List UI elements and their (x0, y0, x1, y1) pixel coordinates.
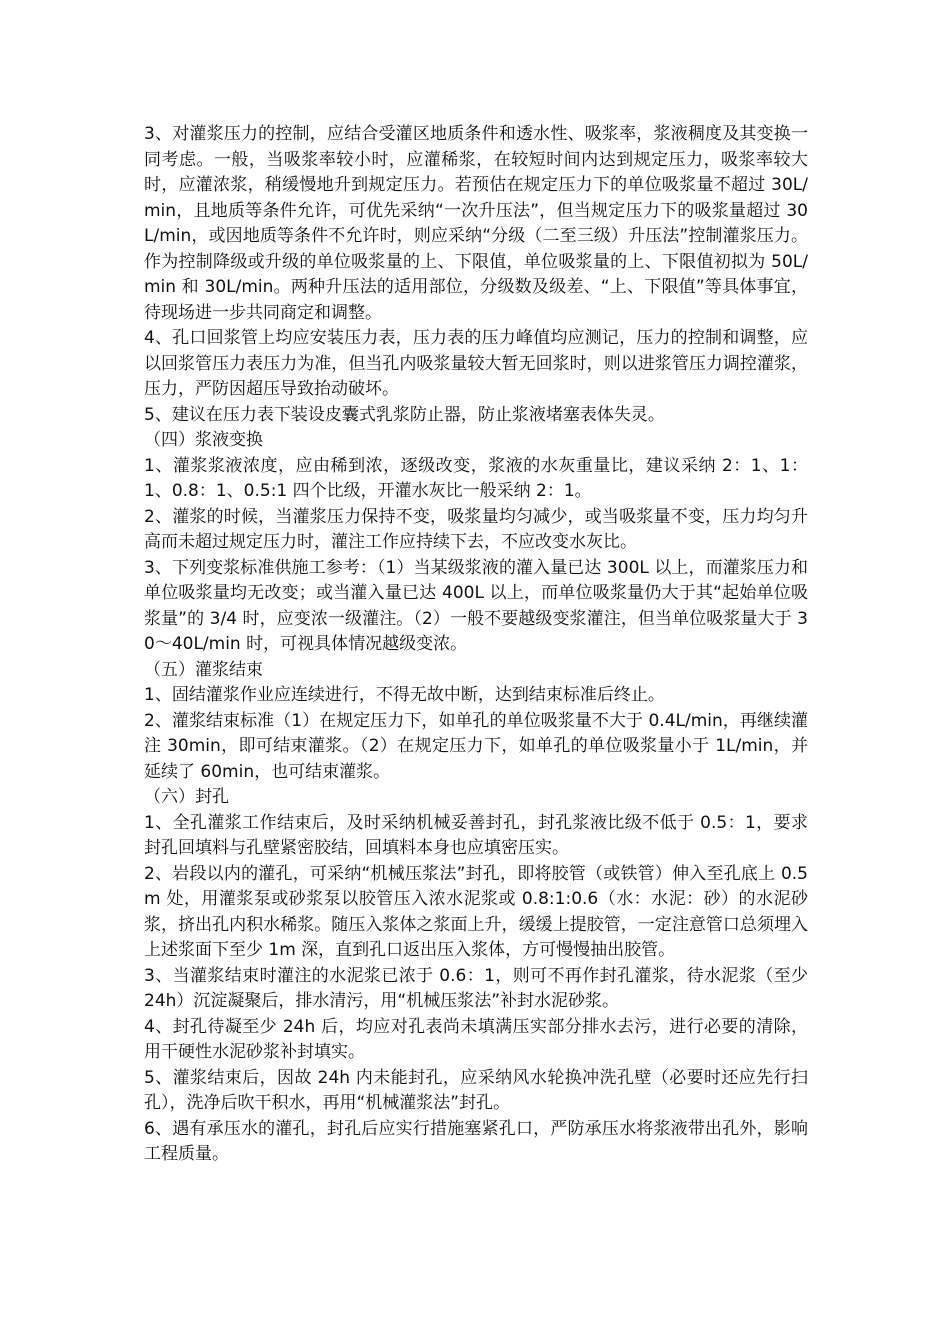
section-heading-slurry-change: （四）浆液变换 (144, 430, 263, 450)
paragraph-mechanical-pressing: 2、岩段以内的灌孔，可采纳“机械压浆法”封孔，即将胶管（或铁管）伸入至孔底上 0.5m 处，用灌浆泵或砂浆泵以胶管压入浓水泥浆或 0.8:1:0.6（水：水泥：砂）的水泥砂浆，挤出孔内积水稀浆。随压入浆体之浆面上升，缓缓上提胶管，一定注意管口总须埋入上述浆面下至少 1m 深，直到孔口返出压入浆体，方可慢慢抽出胶管。 (144, 863, 808, 960)
paragraph-slurry-concentration: 1、灌浆浆液浓度，应由稀到浓，逐级改变，浆液的水灰重量比，建议采纳 2：1、1：1、0.8：1、0.5:1 四个比级，开灌水灰比一般采纳 2：1。 (144, 455, 808, 501)
paragraph-delayed-sealing: 5、灌浆结束后，因故 24h 内未能封孔，应采纳风水轮换冲洗孔壁（必要时还应先行扫孔），洗净后吹干积水，再用“机械灌浆法”封孔。 (144, 1067, 808, 1113)
paragraph-grouting-continue: 2、灌浆的时候，当灌浆压力保持不变，吸浆量均匀减少，或当吸浆量不变，压力均匀升高而未超过规定压力时，灌注工作应持续下去，不应改变水灰比。 (144, 506, 808, 552)
document-body (144, 122, 808, 1168)
paragraph-continuous-work: 1、固结灌浆作业应连续进行，不得无故中断，达到结束标准后终止。 (144, 685, 665, 705)
section-heading-hole-sealing: （六）封孔 (144, 787, 229, 807)
paragraph-end-standard: 2、灌浆结束标准（1）在规定压力下，如单孔的单位吸浆量不大于 0.4L/min，再继续灌注 30min，即可结束灌浆。（2）在规定压力下，如单孔的单位吸浆量小于 1L/min，并延续了 60min，也可结束灌浆。 (144, 710, 808, 782)
section-heading-grouting-end: （五）灌浆结束 (144, 659, 263, 680)
paragraph-thick-slurry: 3、当灌浆结束时灌注的水泥浆已浓于 0.6：1，则可不再作封孔灌浆，待水泥浆（至少 24h）沉淀凝聚后，排水清污，用“机械压浆法”补封水泥砂浆。 (144, 965, 808, 1011)
paragraph-seal-curing: 4、封孔待凝至少 24h 后，均应对孔表尚未填满压实部分排水去污，进行必要的清除，用干硬性水泥砂浆补封填实。 (144, 1016, 808, 1062)
paragraph-slurry-preventer: 5、建议在压力表下装设皮囊式乳浆防止器，防止浆液堵塞表体失灵。 (144, 404, 665, 425)
paragraph-pressure-gauge: 4、孔口回浆管上均应安装压力表，压力表的压力峰值均应测记，压力的控制和调整，应以回浆管压力表压力为准，但当孔内吸浆量较大暂无回浆时，则以进浆管压力调控灌浆，压力，严防因超压导致抬动破坏。 (144, 328, 808, 399)
paragraph-pressure-control: 3、对灌浆压力的控制，应结合受灌区地质条件和透水性、吸浆率，浆液稠度及其变换一同考虑。一般，当吸浆率较小时，应灌稀浆，在较短时间内达到规定压力，吸浆率较大时，应灌浓浆，稍缓慢地升到规定压力。若预估在规定压力下的单位吸浆量不超过 30L/min，且地质等条件允许，可优先采纳“一次升压法”，但当规定压力下的吸浆量超过 30L/min，或因地质等条件不允许时，则应采纳“分级（二至三级）升压法”控制灌浆压力。作为控制降级或升级的单位吸浆量的上、下限值，单位吸浆量的上、下限值初拟为 50L/min 和 30L/min。两种升压法的适用部位，分级数及级差、“上、下限值”等具体事宜，待现场进一步共同商定和调整。 (144, 124, 808, 323)
paragraph-seal-after-grouting: 1、全孔灌浆工作结束后，及时采纳机械妥善封孔，封孔浆液比级不低于 0.5：1，要求封孔回填料与孔壁紧密胶结，回填料本身也应填密压实。 (144, 812, 808, 858)
paragraph-change-standard: 3、下列变浆标准供施工参考：（1）当某级浆液的灌入量已达 300L 以上，而灌浆压力和单位吸浆量均无改变；或当灌入量已达 400L 以上，而单位吸浆量仍大于其“起始单位吸浆量”的 3/4 时，应变浓一级灌注。（2）一般不要越级变浆灌注，但当单位吸浆量大于 30～40L/min 时，可视具体情况越级变浓。 (144, 557, 808, 654)
paragraph-artesian-water: 6、遇有承压水的灌孔，封孔后应实行措施塞紧孔口，严防承压水将浆液带出孔外，影响工程质量。 (144, 1118, 808, 1164)
